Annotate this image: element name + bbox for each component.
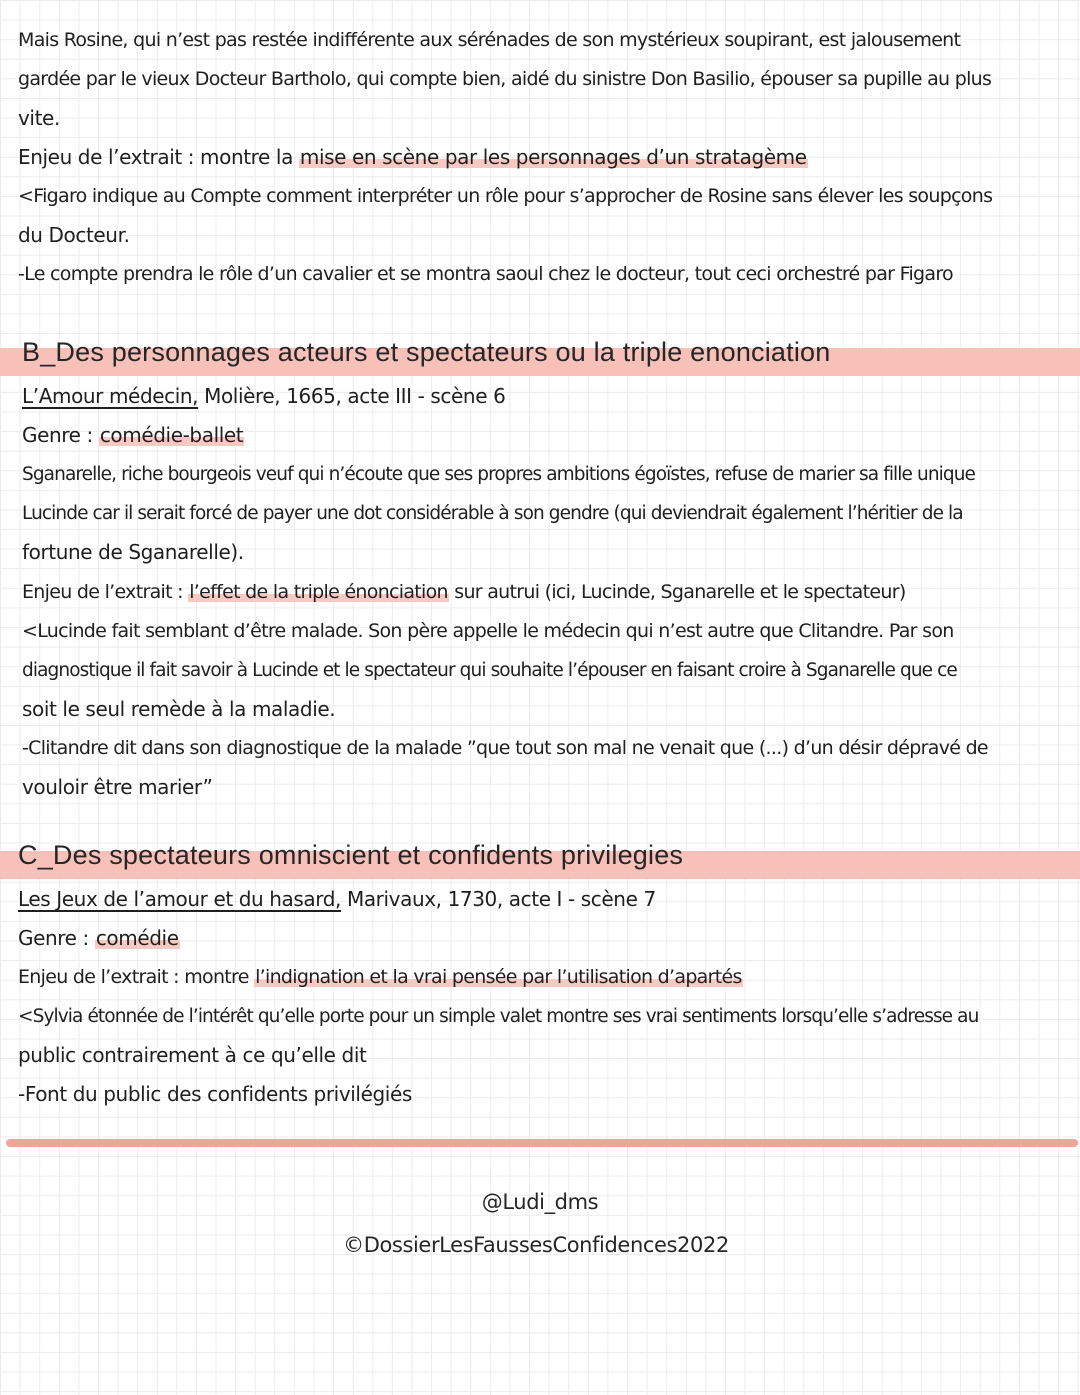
genre-value: comédie-ballet <box>99 423 244 447</box>
section-c-heading: C_Des spectateurs omniscient et confidents privilegies <box>18 840 684 870</box>
section-b-lucinde-line: diagnostique il fait savoir à Lucinde et le spectateur qui souhaite l’épouser en faisant croire à Sganarelle que ce <box>22 660 957 681</box>
intro-paragraph-line: vite. <box>18 106 60 130</box>
section-b-genre-line <box>22 416 1072 455</box>
section-b-work-line <box>22 377 1072 416</box>
section-c-work-line <box>18 880 1068 919</box>
section-b-lucinde-line: <Lucinde fait semblant d’être malade. Son père appelle le médecin qui n’est autre que Clitandre. Par son <box>22 620 954 642</box>
section-b-summary-line: fortune de Sganarelle). <box>22 540 244 564</box>
section-c-enjeu-line <box>18 958 1068 997</box>
section-b-work-title: L’Amour médecin, <box>22 384 199 408</box>
section-b-enjeu-line <box>22 573 1072 612</box>
section-c-genre-line <box>18 919 1068 958</box>
section-b-clitandre-line: vouloir être marier” <box>22 775 213 799</box>
enjeu-highlight: mise en scène par les personnages d’un stratagème <box>299 145 807 169</box>
intro-figaro-line: du Docteur. <box>18 223 130 247</box>
section-b-summary-line: Sganarelle, riche bourgeois veuf qui n’écoute que ses propres ambitions égoïstes, refuse de marier sa fille unique <box>22 464 976 485</box>
intro-paragraph-line: gardée par le vieux Docteur Bartholo, qui compte bien, aidé du sinistre Don Basilio, épouser sa pupille au plus <box>18 68 992 90</box>
enjeu-highlight: l’effet de la triple énonciation <box>189 581 448 603</box>
genre-value: comédie <box>95 926 179 950</box>
author-handle: @Ludi_dms <box>481 1190 599 1214</box>
copyright-notice: ©DossierLesFaussesConfidences2022 <box>343 1233 729 1257</box>
section-c-confidents-line: -Font du public des confidents privilégiés <box>18 1082 412 1106</box>
genre-label: Genre : <box>18 926 95 950</box>
genre-label: Genre : <box>22 423 99 447</box>
enjeu-highlight: l’indignation et la vrai pensée par l’utilisation d’apartés <box>255 966 742 988</box>
intro-paragraph-line: Mais Rosine, qui n’est pas restée indifférente aux sérénades de son mystérieux soupirant, est jalousement <box>18 29 961 51</box>
section-b-summary-line: Lucinde car il serait forcé de payer une dot considérable à son gendre (qui deviendrait également l’héritier de la <box>22 503 963 524</box>
enjeu-suffix: sur autrui (ici, Lucinde, Sganarelle et le spectateur) <box>448 581 906 603</box>
section-c-work-title: Les Jeux de l’amour et du hasard, <box>18 887 342 911</box>
section-b-clitandre-line: -Clitandre dit dans son diagnostique de la malade ”que tout son mal ne venait que (...) d’un désir dépravé de <box>22 737 988 759</box>
section-b-work-details: Molière, 1665, acte III - scène 6 <box>198 384 506 408</box>
intro-compte-line: -Le compte prendra le rôle d’un cavalier et se montra saoul chez le docteur, tout ceci orchestré par Figaro <box>18 263 953 285</box>
section-c-sylvia-line: <Sylvia étonnée de l’intérêt qu’elle porte pour un simple valet montre ses vrai sentiments lorsqu’elle s’adresse au <box>18 1006 979 1027</box>
enjeu-prefix: Enjeu de l’extrait : <box>22 581 189 603</box>
enjeu-prefix: Enjeu de l’extrait : montre <box>18 966 255 988</box>
section-c-work-details: Marivaux, 1730, acte I - scène 7 <box>341 887 656 911</box>
section-divider <box>6 1139 1078 1147</box>
enjeu-prefix: Enjeu de l’extrait : montre la <box>18 145 299 169</box>
section-b-heading: B_Des personnages acteurs et spectateurs ou la triple enonciation <box>22 337 831 367</box>
intro-enjeu-line <box>18 138 1068 177</box>
section-b-lucinde-line: soit le seul remède à la maladie. <box>22 697 336 721</box>
intro-figaro-line: <Figaro indique au Compte comment interpréter un rôle pour s’approcher de Rosine sans élever les soupçons <box>18 185 993 207</box>
section-c-sylvia-line: public contrairement à ce qu’elle dit <box>18 1043 367 1067</box>
